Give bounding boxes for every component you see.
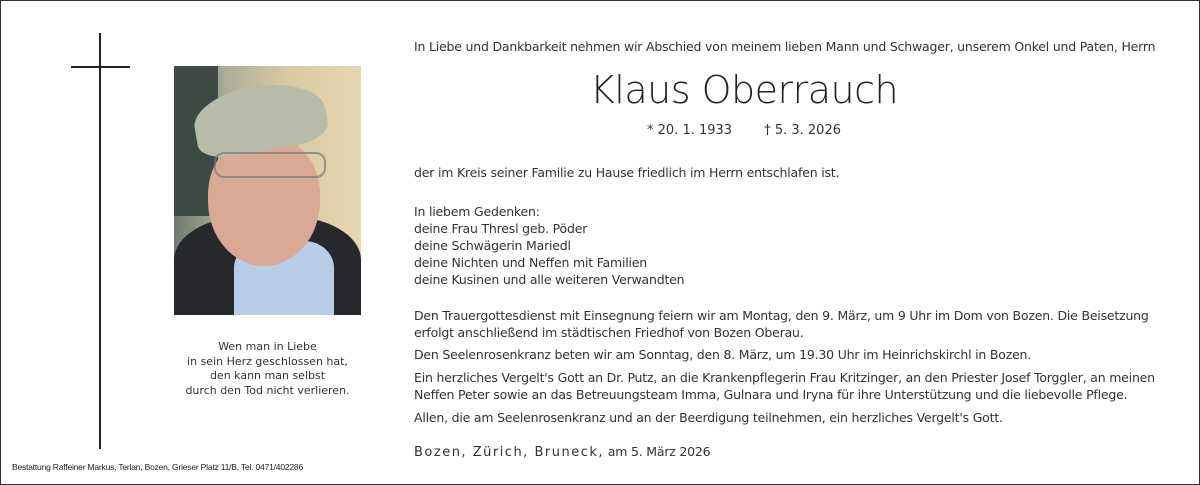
mourner: deine Frau Thresl geb. Pöder — [414, 221, 588, 236]
paragraph: erfolgt anschließend im städtischen Friedhof von Bozen Oberau. — [414, 325, 804, 340]
funeral-home: Bestattung Raffeiner Markus, Terlan, Bozen, Grieser Platz 11/B, Tel. 0471/402286 — [12, 462, 303, 472]
mourner: deine Nichten und Neffen mit Familien — [414, 255, 648, 270]
portrait-photo — [174, 66, 361, 315]
life-dates — [414, 123, 1074, 138]
place-date — [414, 443, 710, 461]
mourner: deine Kusinen und alle weiteren Verwandten — [414, 272, 685, 287]
paragraph: Allen, die am Seelenrosenkranz und an der Beerdigung teilnehmen, ein herzliches Vergelt's Gott. — [414, 410, 1003, 425]
quote-line: den kann man selbst — [209, 369, 326, 382]
quote-line: durch den Tod nicht verlieren. — [185, 383, 350, 397]
birth-date: * 20. 1. 1933 — [647, 123, 733, 138]
paragraph: Neffen Peter sowie an das Betreuungsteam Imma, Gulnara und Iryna für ihre Unterstützung und die liebevolle Pflege. — [414, 387, 1128, 402]
paragraph: Den Seelenrosenkranz beten wir am Sonntag, den 8. März, um 19.30 Uhr im Heinrichskirchl in Bozen. — [414, 347, 1032, 362]
quote-line: Wen man in Liebe — [218, 340, 317, 353]
cross-icon — [99, 33, 101, 449]
mourner: deine Schwägerin Mariedl — [414, 238, 571, 253]
quote-line: in sein Herz geschlossen hat, — [187, 354, 348, 368]
passed-text: der im Kreis seiner Familie zu Hause friedlich im Herrn entschlafen ist. — [414, 165, 840, 180]
mourners-heading: In liebem Gedenken: — [414, 204, 540, 219]
places: Bozen, Zürich, Bruneck, — [414, 445, 604, 460]
death-date: † 5. 3. 2026 — [764, 123, 841, 138]
cross-icon-bar — [71, 66, 130, 68]
paragraph: Ein herzliches Vergelt's Gott an Dr. Putz, an die Krankenpflegerin Frau Kritzinger, an den Priester Josef Torggler, an meinen — [414, 370, 1155, 385]
memorial-quote — [174, 340, 361, 398]
date: am 5. März 2026 — [604, 444, 711, 459]
paragraph: Den Trauergottesdienst mit Einsegnung feiern wir am Montag, den 9. März, um 9 Uhr im Dom von Bozen. Die Beisetzung — [414, 308, 1149, 323]
deceased-name: Klaus Oberrauch — [589, 68, 899, 112]
intro-text: In Liebe und Dankbarkeit nehmen wir Abschied von meinem lieben Mann und Schwager, unserem Onkel und Paten, Herrn — [414, 39, 1156, 54]
